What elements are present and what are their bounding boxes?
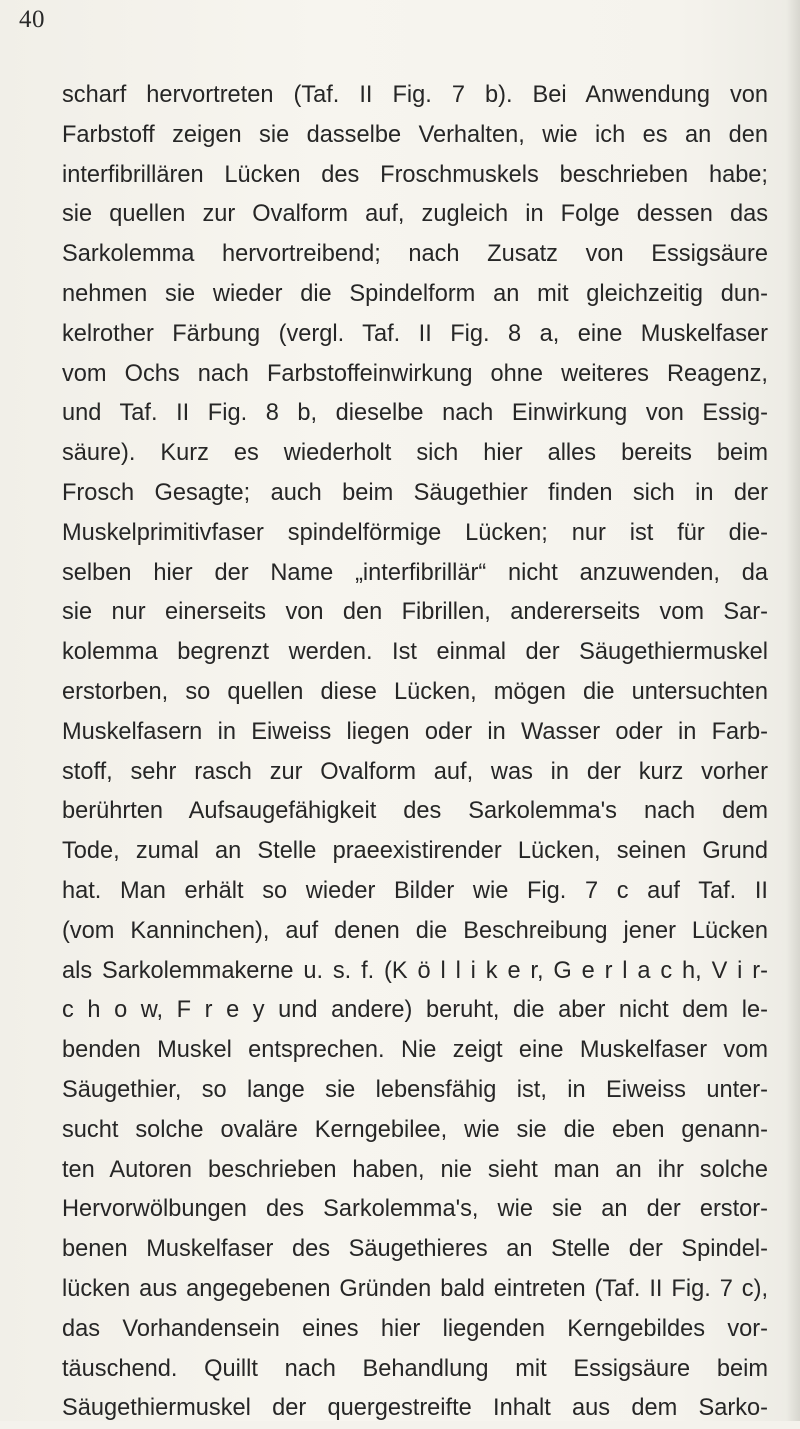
text-line: kelrother Färbung (vergl. Taf. II Fig. 8 a, eine Muskelfaser — [62, 320, 768, 347]
text-line: sucht solche ovaläre Kerngebilee, wie sie die eben genann- — [62, 1116, 768, 1143]
text-line: (vom Kanninchen), auf denen die Beschreibung jener Lücken — [62, 917, 768, 944]
page-number: 40 — [19, 6, 45, 33]
text-line: selben hier der Name „interfibrillär“ nicht anzuwenden, da — [62, 559, 768, 586]
text-line: sie nur einerseits von den Fibrillen, andererseits vom Sar- — [62, 599, 768, 626]
text-line: lücken aus angegebenen Gründen bald eintreten (Taf. II Fig. 7 c), — [62, 1275, 768, 1302]
text-line: kolemma begrenzt werden. Ist einmal der Säugethiermuskel — [62, 639, 768, 666]
text-line: interfibrillären Lücken des Froschmuskels beschrieben habe; — [62, 161, 768, 188]
text-line: benden Muskel entsprechen. Nie zeigt eine Muskelfaser vom — [62, 1037, 768, 1064]
text-line: ten Autoren beschrieben haben, nie sieht man an ihr solche — [62, 1156, 768, 1183]
text-line: Frosch Gesagte; auch beim Säugethier finden sich in der — [62, 479, 768, 506]
text-line: Hervorwölbungen des Sarkolemma's, wie sie an der erstor- — [62, 1196, 768, 1223]
text-line: benen Muskelfaser des Säugethieres an Stelle der Spindel- — [62, 1236, 768, 1263]
text-line: nehmen sie wieder die Spindelform an mit gleichzeitig dun- — [62, 280, 768, 307]
text-line: berührten Aufsaugefähigkeit des Sarkolemma's nach dem — [62, 798, 768, 825]
text-line: als Sarkolemmakerne u. s. f. (K ö l l i k e r, G e r l a c h, V i r- — [62, 957, 768, 984]
text-line: das Vorhandensein eines hier liegenden Kerngebildes vor- — [62, 1315, 768, 1342]
text-line: scharf hervortreten (Taf. II Fig. 7 b). Bei Anwendung von — [62, 82, 768, 108]
text-line: Sarkolemma hervortreibend; nach Zusatz von Essigsäure — [62, 241, 768, 268]
text-line: erstorben, so quellen diese Lücken, mögen die untersuchten — [62, 678, 768, 705]
text-line: Tode, zumal an Stelle praeexistirender Lücken, seinen Grund — [62, 838, 768, 865]
text-line: Muskelprimitivfaser spindelförmige Lücken; nur ist für die- — [62, 519, 768, 546]
text-line: säure). Kurz es wiederholt sich hier alles bereits beim — [62, 440, 768, 467]
text-line: sie quellen zur Ovalform auf, zugleich in Folge dessen das — [62, 201, 768, 228]
body-text — [62, 76, 768, 1429]
text-line: täuschend. Quillt nach Behandlung mit Essigsäure beim — [62, 1355, 768, 1382]
text-line: Säugethiermuskel der quergestreifte Inhalt aus dem Sarko- — [62, 1395, 768, 1422]
text-line: stoff, sehr rasch zur Ovalform auf, was in der kurz vorher — [62, 758, 768, 785]
text-line: und Taf. II Fig. 8 b, dieselbe nach Einwirkung von Essig- — [62, 400, 768, 427]
text-line: c h o w, F r e y und andere) beruht, die aber nicht dem le- — [62, 997, 768, 1024]
page-edge-shadow — [786, 0, 800, 1421]
text-line: Säugethier, so lange sie lebensfähig ist, in Eiweiss unter- — [62, 1076, 768, 1103]
text-line: Muskelfasern in Eiweiss liegen oder in Wasser oder in Farb- — [62, 718, 768, 745]
text-line: hat. Man erhält so wieder Bilder wie Fig. 7 c auf Taf. II — [62, 877, 768, 904]
text-line: Farbstoff zeigen sie dasselbe Verhalten, wie ich es an den — [62, 121, 768, 148]
text-line: vom Ochs nach Farbstoffeinwirkung ohne weiteres Reagenz, — [62, 360, 768, 387]
